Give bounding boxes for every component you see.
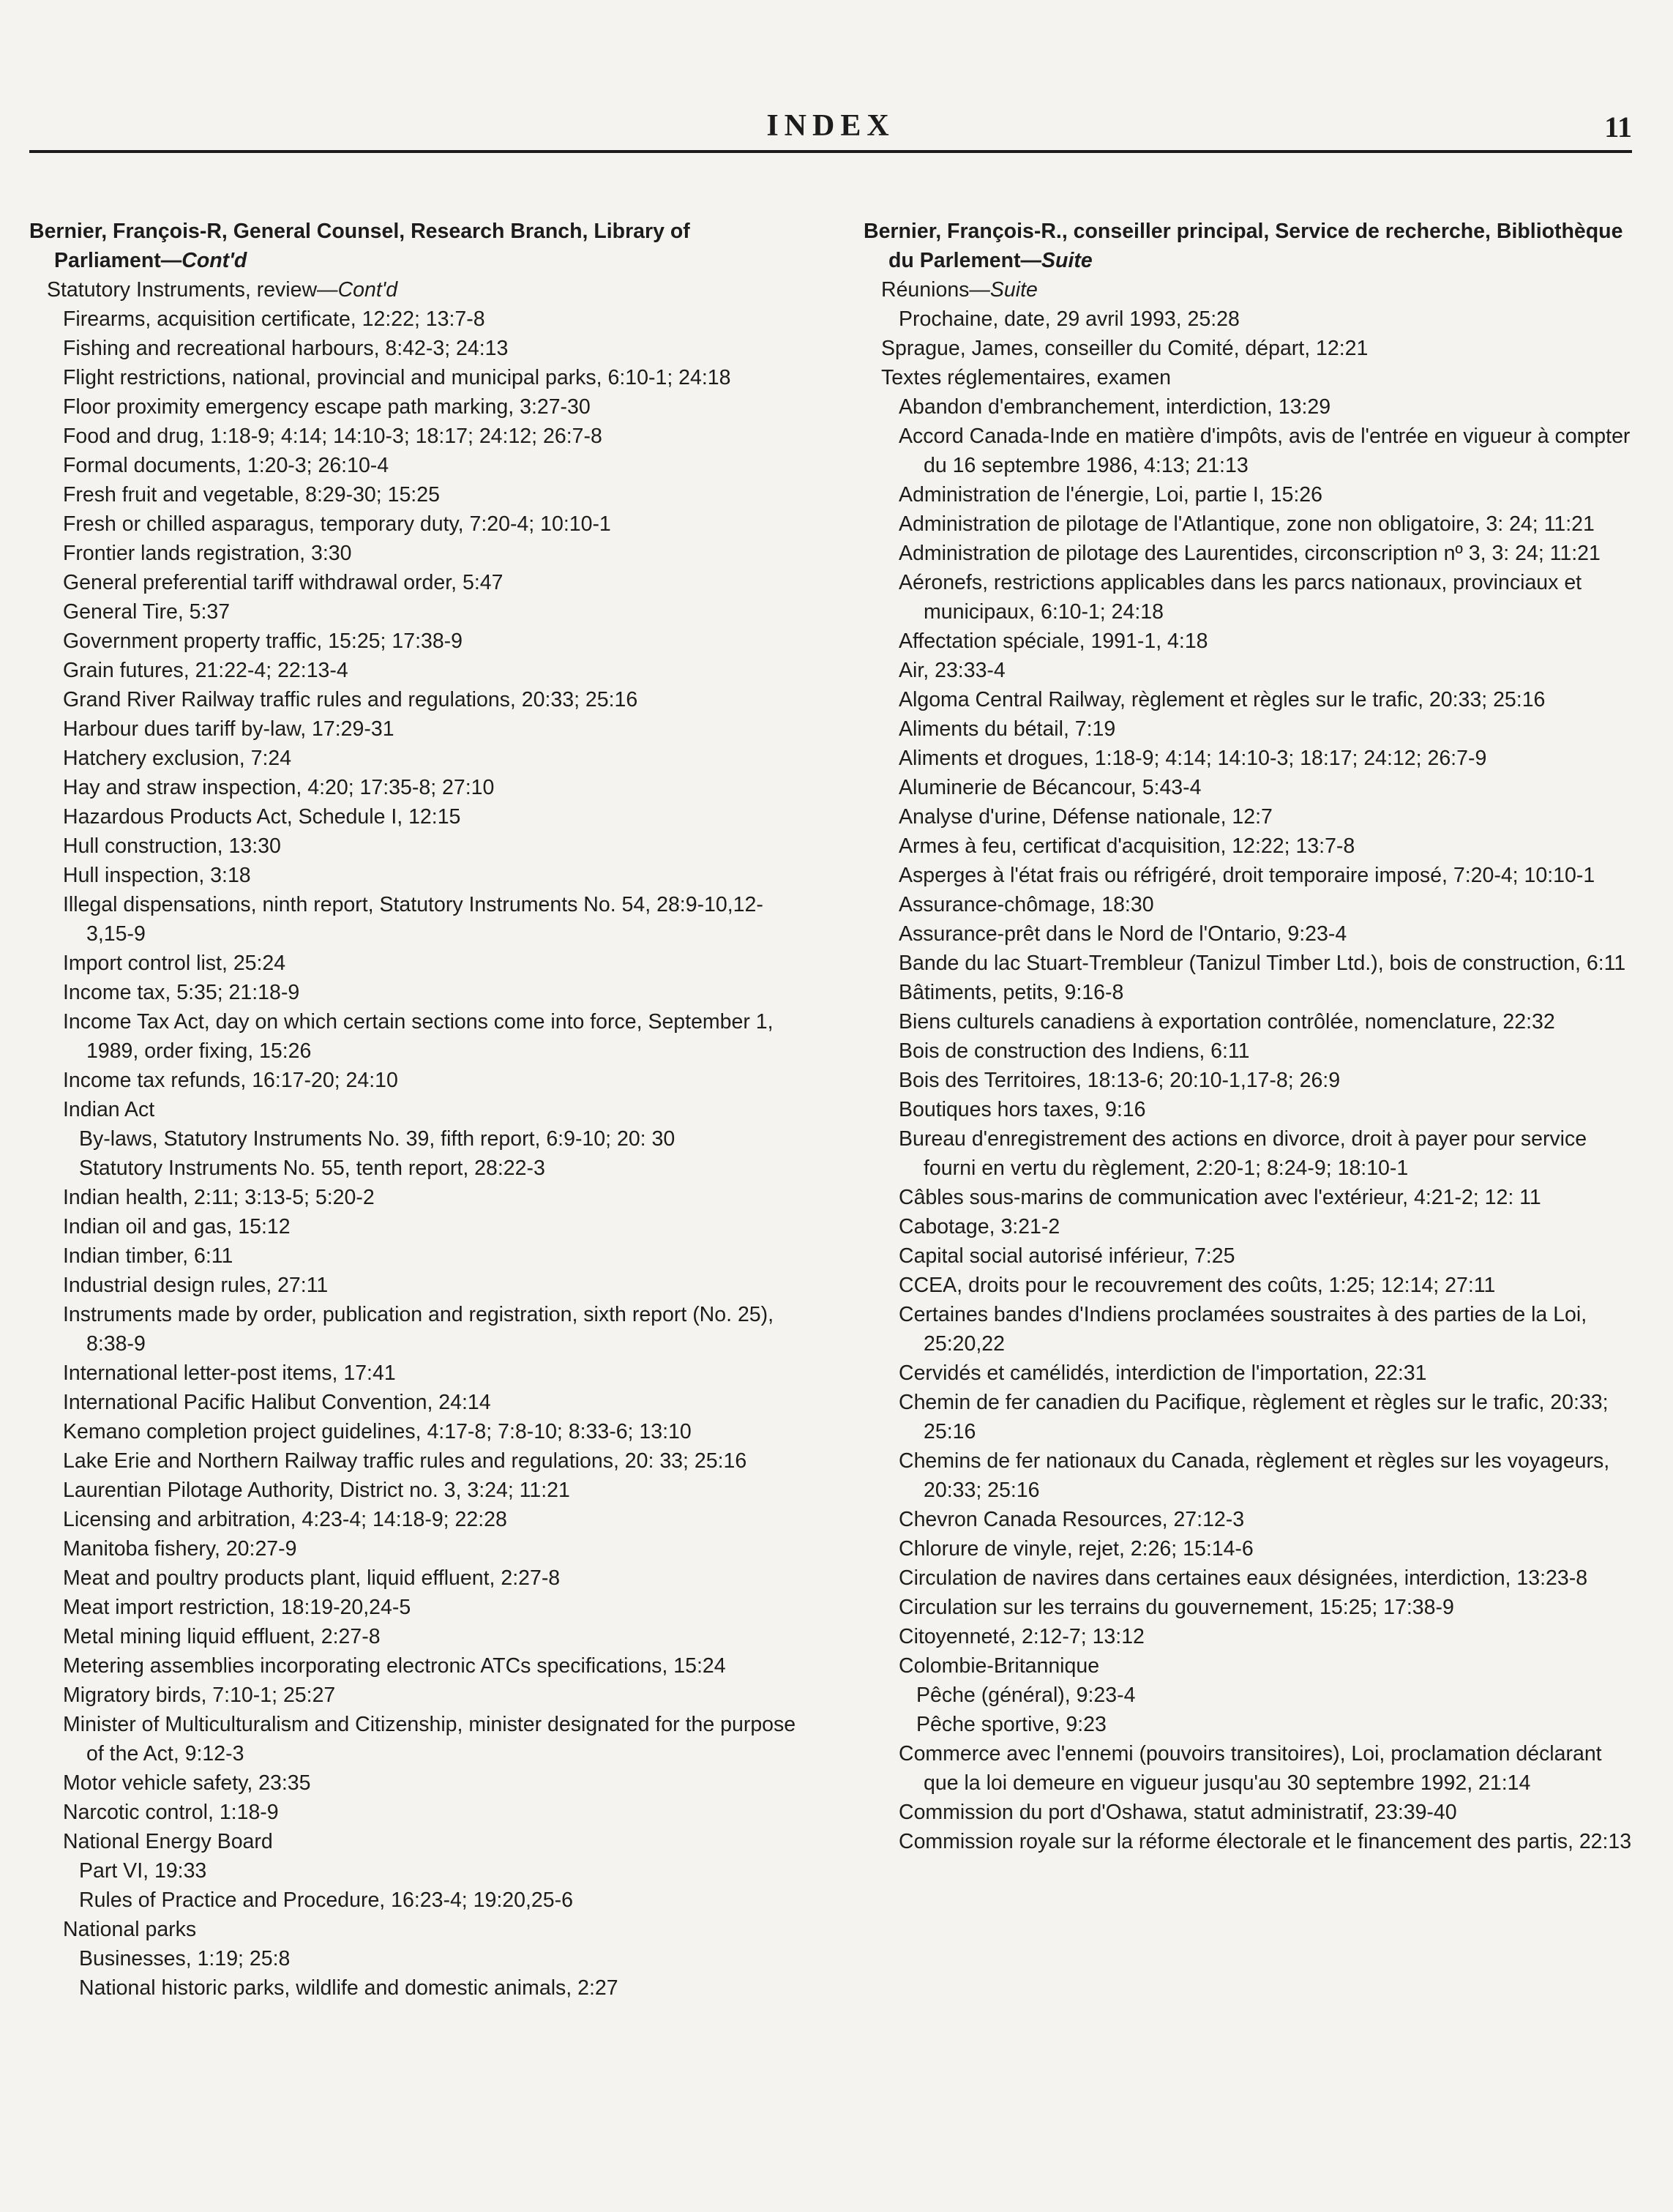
index-entry-text: National Energy Board <box>63 1830 273 1853</box>
index-entry <box>29 1710 798 1768</box>
index-entry <box>29 1154 798 1183</box>
index-entry <box>864 1593 1636 1622</box>
index-entry-text: Chemin de fer canadien du Pacifique, règlement et règles sur le trafic, 20:33; 25:16 <box>899 1391 1609 1443</box>
index-entry-text: Textes réglementaires, examen <box>881 366 1172 389</box>
index-entry-text: Licensing and arbitration, 4:23-4; 14:18-9; 22:28 <box>63 1508 507 1531</box>
index-entry <box>29 568 798 597</box>
index-entry-text: Commission royale sur la réforme électorale et le financement des partis, 22:13 <box>899 1830 1632 1853</box>
index-entry <box>29 861 798 890</box>
index-entry-text: Colombie-Britannique <box>899 1654 1100 1678</box>
index-entry-text: Fresh or chilled asparagus, temporary duty, 7:20-4; 10:10-1 <box>63 512 611 536</box>
index-entry <box>864 275 1636 304</box>
page-title: INDEX <box>766 109 895 143</box>
index-entry-text: Hay and straw inspection, 4:20; 17:35-8; 27:10 <box>63 776 495 799</box>
index-entry <box>29 832 798 861</box>
index-entry-text: Capital social autorisé inférieur, 7:25 <box>899 1244 1235 1268</box>
index-entry-text: Indian timber, 6:11 <box>63 1244 233 1268</box>
index-entry-text: Part VI, 19:33 <box>79 1859 207 1883</box>
index-entry <box>864 978 1636 1007</box>
index-entry-text: Aéronefs, restrictions applicables dans les parcs nationaux, provinciaux et municipaux, 6:10-1; 24:18 <box>899 571 1582 624</box>
index-entry <box>864 802 1636 832</box>
page-header <box>29 108 1632 152</box>
index-entry-text: National parks <box>63 1918 197 1941</box>
index-entry <box>864 656 1636 685</box>
index-entry-text: Chevron Canada Resources, 27:12-3 <box>899 1508 1245 1531</box>
index-entry <box>29 1827 798 1856</box>
index-entry <box>29 890 798 949</box>
index-entry <box>29 480 798 509</box>
index-entry <box>864 1622 1636 1651</box>
index-entry <box>29 627 798 656</box>
index-entry-text: Laurentian Pilotage Authority, District no. 3, 3:24; 11:21 <box>63 1479 570 1502</box>
index-entry-text: Kemano completion project guidelines, 4:17-8; 7:8-10; 8:33-6; 13:10 <box>63 1420 692 1443</box>
index-entry-text: General preferential tariff withdrawal order, 5:47 <box>63 571 504 594</box>
index-entry-text: Citoyenneté, 2:12-7; 13:12 <box>899 1625 1145 1648</box>
index-entry <box>29 1505 798 1534</box>
index-entry-text: Hatchery exclusion, 7:24 <box>63 747 292 770</box>
index-entry <box>864 832 1636 861</box>
index-entry <box>864 568 1636 627</box>
index-entry-text: Pêche (général), 9:23-4 <box>916 1684 1136 1707</box>
index-entry-text: Assurance-prêt dans le Nord de l'Ontario, 9:23-4 <box>899 922 1347 946</box>
index-entry <box>29 1798 798 1827</box>
index-entry <box>29 392 798 422</box>
index-entry <box>29 1886 798 1915</box>
index-entry-text: Indian Act <box>63 1098 155 1121</box>
index-entry-text: Circulation sur les terrains du gouvernement, 15:25; 17:38-9 <box>899 1596 1454 1619</box>
index-entry <box>29 1241 798 1271</box>
index-entry-text: Boutiques hors taxes, 9:16 <box>899 1098 1146 1121</box>
index-entry <box>29 1183 798 1212</box>
index-entry-text: Abandon d'embranchement, interdiction, 13:29 <box>899 395 1331 419</box>
index-entry-text: General Tire, 5:37 <box>63 600 231 624</box>
index-entry-text: CCEA, droits pour le recouvrement des coûts, 1:25; 12:14; 27:11 <box>899 1274 1496 1297</box>
index-entry <box>29 773 798 802</box>
index-entry <box>29 334 798 363</box>
index-entry <box>864 1388 1636 1446</box>
index-entry <box>864 1300 1636 1359</box>
index-entry-text: Aluminerie de Bécancour, 5:43-4 <box>899 776 1202 799</box>
index-entry-text: Bâtiments, petits, 9:16-8 <box>899 981 1124 1004</box>
index-entry-text: Pêche sportive, 9:23 <box>916 1713 1107 1736</box>
index-entry-text: Businesses, 1:19; 25:8 <box>79 1947 291 1970</box>
index-entry <box>864 363 1636 392</box>
index-entry-text: Hazardous Products Act, Schedule I, 12:15 <box>63 805 461 829</box>
index-entry <box>864 1212 1636 1241</box>
index-entry <box>29 304 798 334</box>
index-entry <box>29 1973 798 2003</box>
index-entry-text: Armes à feu, certificat d'acquisition, 12:22; 13:7-8 <box>899 834 1355 858</box>
index-entry <box>29 1095 798 1124</box>
index-entry-text: Flight restrictions, national, provincial and municipal parks, 6:10-1; 24:18 <box>63 366 731 389</box>
page-number: 11 <box>1604 111 1632 143</box>
index-entry-text: Algoma Central Railway, règlement et règles sur le trafic, 20:33; 25:16 <box>899 688 1546 711</box>
index-entry-text: Commission du port d'Oshawa, statut administratif, 23:39-40 <box>899 1801 1457 1824</box>
index-entry-text: Accord Canada-Inde en matière d'impôts, avis de l'entrée en vigueur à compter du 16 septembre 1986, 4:13; 21:13 <box>899 425 1631 477</box>
index-entry-text: Bernier, François-R, General Counsel, Research Branch, Library of Parliament— <box>29 220 690 272</box>
index-entry <box>29 802 798 832</box>
index-entry <box>864 1124 1636 1183</box>
index-entry <box>864 1505 1636 1534</box>
index-entry-text: Commerce avec l'ennemi (pouvoirs transitoires), Loi, proclamation déclarant que la loi demeure en vigueur jusqu'au 30 septembre 1992, 21:14 <box>899 1742 1602 1795</box>
index-entry-text: Aliments du bétail, 7:19 <box>899 717 1116 741</box>
index-entry <box>29 1359 798 1388</box>
index-entry <box>29 1944 798 1973</box>
index-entry-text: Migratory birds, 7:10-1; 25:27 <box>63 1684 336 1707</box>
index-entry-text: Income tax refunds, 16:17-20; 24:10 <box>63 1069 398 1092</box>
index-entry-text: Bureau d'enregistrement des actions en divorce, droit à payer pour service fourni en vertu du règlement, 2:20-1; 8:24-9; 18:10-1 <box>899 1127 1587 1180</box>
index-entry <box>864 539 1636 568</box>
index-entry-text: Affectation spéciale, 1991-1, 4:18 <box>899 629 1208 653</box>
index-entry <box>864 480 1636 509</box>
index-entry-text: Income tax, 5:35; 21:18-9 <box>63 981 300 1004</box>
index-entry <box>864 919 1636 949</box>
index-entry-text: Grand River Railway traffic rules and regulations, 20:33; 25:16 <box>63 688 638 711</box>
index-entry-text: Meat import restriction, 18:19-20,24-5 <box>63 1596 411 1619</box>
index-entry <box>864 1359 1636 1388</box>
index-entry <box>29 451 798 480</box>
index-entry-text: Statutory Instruments No. 55, tenth report, 28:22-3 <box>79 1157 545 1180</box>
index-entry <box>864 685 1636 714</box>
index-entry-text: Metal mining liquid effluent, 2:27-8 <box>63 1625 381 1648</box>
index-entry-continuation: Suite <box>989 278 1038 302</box>
index-entry-text: Air, 23:33-4 <box>899 659 1006 682</box>
index-entry-continuation: Cont'd <box>181 249 247 272</box>
index-entry <box>29 422 798 451</box>
index-entry-text: Formal documents, 1:20-3; 26:10-4 <box>63 454 389 477</box>
index-entry <box>29 275 798 304</box>
index-entry-text: Manitoba fishery, 20:27-9 <box>63 1537 297 1561</box>
index-entry-text: Aliments et drogues, 1:18-9; 4:14; 14:10-3; 18:17; 24:12; 26:7-9 <box>899 747 1487 770</box>
index-entry <box>864 1036 1636 1066</box>
index-entry <box>29 1124 798 1154</box>
index-entry <box>29 949 798 978</box>
index-entry <box>864 1739 1636 1798</box>
index-entry-text: Import control list, 25:24 <box>63 952 286 975</box>
index-entry <box>29 1066 798 1095</box>
index-entry-text: Food and drug, 1:18-9; 4:14; 14:10-3; 18:17; 24:12; 26:7-8 <box>63 425 602 448</box>
index-entry-continuation: Cont'd <box>337 278 398 302</box>
index-entry-text: Firearms, acquisition certificate, 12:22; 13:7-8 <box>63 307 485 331</box>
index-entry-text: Réunions— <box>881 278 990 302</box>
index-entry-text: Bande du lac Stuart-Trembleur (Tanizul Timber Ltd.), bois de construction, 6:11 <box>899 952 1626 975</box>
index-entry-text: Narcotic control, 1:18-9 <box>63 1801 279 1824</box>
index-entry-text: Bois des Territoires, 18:13-6; 20:10-1,17-8; 26:9 <box>899 1069 1341 1092</box>
index-entry <box>29 509 798 539</box>
index-entry <box>864 1095 1636 1124</box>
index-entry <box>864 334 1636 363</box>
index-entry <box>29 1007 798 1066</box>
index-entry-text: Floor proximity emergency escape path marking, 3:27-30 <box>63 395 591 419</box>
index-entry-text: Grain futures, 21:22-4; 22:13-4 <box>63 659 348 682</box>
index-entry <box>864 714 1636 744</box>
index-entry <box>29 1563 798 1593</box>
index-entry <box>29 1856 798 1886</box>
index-entry-text: National historic parks, wildlife and domestic animals, 2:27 <box>79 1976 618 2000</box>
index-entry <box>864 627 1636 656</box>
index-entry <box>29 685 798 714</box>
index-entry-text: Income Tax Act, day on which certain sections come into force, September 1, 1989, order fixing, 15:26 <box>63 1010 774 1063</box>
index-entry <box>29 1681 798 1710</box>
index-entry-text: Statutory Instruments, review— <box>47 278 338 302</box>
index-entry-text: International Pacific Halibut Convention, 24:14 <box>63 1391 491 1414</box>
index-entry <box>864 1241 1636 1271</box>
index-entry-text: Indian health, 2:11; 3:13-5; 5:20-2 <box>63 1186 375 1209</box>
index-entry-text: Certaines bandes d'Indiens proclamées soustraites à des parties de la Loi, 25:20,22 <box>899 1303 1587 1356</box>
index-entry-text: Assurance-chômage, 18:30 <box>899 893 1154 916</box>
index-entry-text: Biens culturels canadiens à exportation contrôlée, nomenclature, 22:32 <box>899 1010 1555 1034</box>
index-entry-text: International letter-post items, 17:41 <box>63 1361 396 1385</box>
index-entry-text: Fresh fruit and vegetable, 8:29-30; 15:25 <box>63 483 440 507</box>
index-entry-text: Chlorure de vinyle, rejet, 2:26; 15:14-6 <box>899 1537 1254 1561</box>
index-entry-text: Bois de construction des Indiens, 6:11 <box>899 1039 1250 1063</box>
index-entry-text: Circulation de navires dans certaines eaux désignées, interdiction, 13:23-8 <box>899 1566 1588 1590</box>
index-entry <box>864 1563 1636 1593</box>
index-entry-text: Industrial design rules, 27:11 <box>63 1274 329 1297</box>
header-rule <box>29 150 1632 153</box>
index-entry-text: Administration de pilotage des Laurentides, circonscription nº 3, 3: 24; 11:21 <box>899 542 1601 565</box>
index-entry <box>29 1915 798 1944</box>
index-entry <box>29 1593 798 1622</box>
index-entry-text: Fishing and recreational harbours, 8:42-3; 24:13 <box>63 337 509 360</box>
index-entry <box>864 773 1636 802</box>
index-column-left <box>29 217 798 2003</box>
index-entry-text: Analyse d'urine, Défense nationale, 12:7 <box>899 805 1273 829</box>
index-entry-text: Bernier, François-R., conseiller principal, Service de recherche, Bibliothèque du Parlement— <box>864 220 1623 272</box>
index-entry-text: Cervidés et camélidés, interdiction de l'importation, 22:31 <box>899 1361 1427 1385</box>
index-entry-text: Prochaine, date, 29 avril 1993, 25:28 <box>899 307 1240 331</box>
index-entry <box>29 1476 798 1505</box>
index-entry <box>29 714 798 744</box>
index-entry <box>29 1446 798 1476</box>
index-entry <box>29 1622 798 1651</box>
index-entry-text: Rules of Practice and Procedure, 16:23-4; 19:20,25-6 <box>79 1888 573 1912</box>
index-entry <box>864 392 1636 422</box>
index-entry-text: By-laws, Statutory Instruments No. 39, fifth report, 6:9-10; 20: 30 <box>79 1127 675 1151</box>
index-entry-text: Minister of Multiculturalism and Citizenship, minister designated for the purpose of the Act, 9:12-3 <box>63 1713 796 1766</box>
index-entry <box>29 1768 798 1798</box>
index-entry <box>864 1066 1636 1095</box>
index-entry <box>864 509 1636 539</box>
index-entry <box>29 1300 798 1359</box>
index-entry <box>29 597 798 627</box>
index-entry <box>864 1798 1636 1827</box>
index-entry <box>864 890 1636 919</box>
index-entry-text: Government property traffic, 15:25; 17:38-9 <box>63 629 463 653</box>
index-entry-text: Instruments made by order, publication and registration, sixth report (No. 25), 8:38-9 <box>63 1303 774 1356</box>
index-entry <box>864 861 1636 890</box>
index-entry <box>29 1417 798 1446</box>
index-entry <box>864 744 1636 773</box>
index-entry <box>29 978 798 1007</box>
index-entry-text: Chemins de fer nationaux du Canada, règlement et règles sur les voyageurs, 20:33; 25:16 <box>899 1449 1610 1502</box>
index-entry <box>864 422 1636 480</box>
index-entry-text: Cabotage, 3:21-2 <box>899 1215 1060 1238</box>
index-entry <box>864 1710 1636 1739</box>
index-entry-text: Hull construction, 13:30 <box>63 834 281 858</box>
index-entry-text: Harbour dues tariff by-law, 17:29-31 <box>63 717 394 741</box>
index-entry <box>864 1183 1636 1212</box>
index-entry-text: Frontier lands registration, 3:30 <box>63 542 352 565</box>
index-entry-continuation: Suite <box>1041 249 1093 272</box>
index-entry <box>29 1271 798 1300</box>
index-entry-text: Câbles sous-marins de communication avec l'extérieur, 4:21-2; 12: 11 <box>899 1186 1541 1209</box>
index-entry <box>864 1534 1636 1563</box>
index-entry <box>864 304 1636 334</box>
index-entry-text: Asperges à l'état frais ou réfrigéré, droit temporaire imposé, 7:20-4; 10:10-1 <box>899 864 1595 887</box>
index-entry-text: Motor vehicle safety, 23:35 <box>63 1771 311 1795</box>
index-entry-text: Illegal dispensations, ninth report, Statutory Instruments No. 54, 28:9-10,12-3,15-9 <box>63 893 763 946</box>
index-entry-text: Administration de pilotage de l'Atlantique, zone non obligatoire, 3: 24; 11:21 <box>899 512 1595 536</box>
index-entry <box>29 1651 798 1681</box>
index-entry <box>29 217 798 275</box>
index-entry <box>864 1271 1636 1300</box>
index-entry <box>864 1007 1636 1036</box>
index-entry <box>29 656 798 685</box>
index-column-right <box>864 217 1636 1856</box>
index-entry <box>864 1827 1636 1856</box>
index-entry-text: Metering assemblies incorporating electronic ATCs specifications, 15:24 <box>63 1654 726 1678</box>
index-entry <box>864 1446 1636 1505</box>
index-entry <box>864 949 1636 978</box>
index-entry <box>864 217 1636 275</box>
index-entry <box>29 744 798 773</box>
index-entry <box>29 1388 798 1417</box>
index-entry <box>29 539 798 568</box>
index-entry-text: Meat and poultry products plant, liquid effluent, 2:27-8 <box>63 1566 561 1590</box>
index-entry <box>29 1212 798 1241</box>
index-entry <box>864 1651 1636 1681</box>
index-entry <box>29 363 798 392</box>
index-entry-text: Indian oil and gas, 15:12 <box>63 1215 291 1238</box>
index-entry <box>29 1534 798 1563</box>
index-entry <box>864 1681 1636 1710</box>
index-entry-text: Administration de l'énergie, Loi, partie I, 15:26 <box>899 483 1322 507</box>
index-entry-text: Sprague, James, conseiller du Comité, départ, 12:21 <box>881 337 1369 360</box>
index-entry-text: Lake Erie and Northern Railway traffic rules and regulations, 20: 33; 25:16 <box>63 1449 747 1473</box>
index-entry-text: Hull inspection, 3:18 <box>63 864 251 887</box>
